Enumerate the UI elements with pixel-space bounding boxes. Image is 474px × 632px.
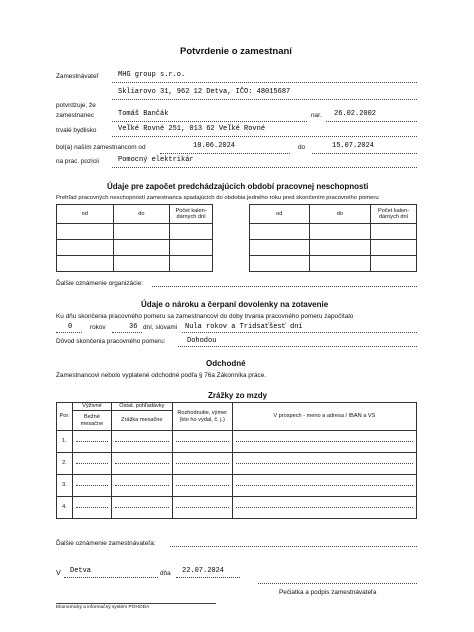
col-days: Počet kalen-dárnych dní xyxy=(170,205,213,224)
deductions-table xyxy=(56,402,417,519)
vacation-days: 36 xyxy=(129,323,138,331)
col-rozhodnutie: Rozhodnutie, výmer (kto ho vydal, č. j.) xyxy=(172,403,232,431)
footer-divider xyxy=(56,603,216,604)
table-row xyxy=(57,475,417,497)
employee-name: Tomáš Bančák xyxy=(118,110,169,118)
col-por: Por. xyxy=(57,403,73,431)
days-label: dní, slovami xyxy=(143,324,178,331)
employee-name-line xyxy=(112,121,307,122)
employer-address: Skliarovo 31, 962 12 Detva, IČO: 48015687 xyxy=(118,88,291,96)
row-number: 2. xyxy=(57,453,73,475)
col-zrazka: Zrážka mesačne xyxy=(111,411,172,431)
employer-name-line xyxy=(112,82,417,83)
date-value: 22.07.2024 xyxy=(182,567,225,575)
employed-from: 10.06.2024 xyxy=(193,142,236,150)
page-title: Potvrdenie o zamestnaní xyxy=(180,46,292,57)
residence-line xyxy=(112,136,417,137)
row-number: 4. xyxy=(57,497,73,519)
employer-notice-line[interactable] xyxy=(170,546,417,547)
col-bezne: Bežné mesačne xyxy=(72,411,111,431)
born-label: nar. xyxy=(311,112,322,119)
employed-label: bol(a) naším zamestnancom od xyxy=(56,144,146,151)
confirms-label: potvrdzuje, že xyxy=(56,102,96,109)
employed-to: 15.07.2024 xyxy=(332,142,375,150)
table-row xyxy=(250,240,417,256)
table-row xyxy=(57,497,417,519)
col-vyzivne: Výživné xyxy=(72,403,111,411)
col-prospech: V prospech - meno a adresa / IBAN a VS xyxy=(232,403,416,431)
table-row xyxy=(57,256,213,272)
place-value: Detva xyxy=(70,567,92,575)
employee-label: zamestnanec xyxy=(56,112,95,119)
employer-label: Zamestnávateľ xyxy=(56,73,99,80)
deductions-heading: Zrážky zo mzdy xyxy=(208,391,268,400)
years-label: rokov xyxy=(90,324,106,331)
employed-from-line xyxy=(160,153,290,154)
table-row xyxy=(57,240,213,256)
severance-heading: Odchodné xyxy=(206,359,246,368)
row-number: 3. xyxy=(57,475,73,497)
table-row xyxy=(250,256,417,272)
vacation-text: Ku dňu skončenia pracovného pomeru sa zamestnancovi do doby trvania pracovného pomeru započítalo xyxy=(56,313,354,320)
signature-label: Pečiatka a podpis zamestnávateľa xyxy=(279,589,377,596)
col-do: do xyxy=(113,205,170,224)
reason-value: Dohodou xyxy=(187,337,217,345)
table-row xyxy=(57,224,213,240)
reason-line xyxy=(178,346,417,347)
position-label: na prac. pozícii xyxy=(56,158,99,165)
col-days: Počet kalen-dárnych dní xyxy=(371,205,417,224)
vacation-days-line xyxy=(112,332,142,333)
to-label: do xyxy=(298,144,306,151)
col-do: do xyxy=(309,205,371,224)
employer-notice-label: Ďalšie oznámenie zamestnávateľa: xyxy=(56,540,156,547)
table-row xyxy=(250,224,417,240)
vacation-years-line xyxy=(56,332,82,333)
incapacity-table-left xyxy=(56,204,213,272)
date-line xyxy=(176,577,240,578)
row-number: 1. xyxy=(57,431,73,453)
date-label: dňa xyxy=(160,570,171,577)
system-label: Ekonomický a informačný systém POHODA xyxy=(56,605,150,610)
born-line xyxy=(326,121,417,122)
col-ostat: Ostat. pohľadávky xyxy=(111,403,172,411)
place-label: V xyxy=(56,570,61,577)
employed-to-line xyxy=(312,153,417,154)
position-line xyxy=(112,167,417,168)
col-od: od xyxy=(57,205,114,224)
severance-text: Zamestnancovi nebolo vyplatené odchodné podľa § 76a Zákonníka práce. xyxy=(56,372,267,379)
born-date: 26.02.2002 xyxy=(334,110,377,118)
org-notice-line[interactable] xyxy=(152,286,417,287)
incapacity-table-right xyxy=(249,204,417,272)
position-value: Pomocný elektrikár xyxy=(118,156,194,164)
vacation-words-line xyxy=(182,332,417,333)
incapacity-subheading: Prehľad pracovných neschopností zamestnanca spadajúcich do obdobia jedného roku pred skončením pracovného pomeru xyxy=(56,195,379,201)
employer-name: MHG group s.r.o. xyxy=(118,71,186,79)
col-od: od xyxy=(250,205,310,224)
org-notice-label: Ďalšie oznámenie organizácie: xyxy=(56,280,144,287)
table-row xyxy=(57,431,417,453)
table-row xyxy=(57,453,417,475)
vacation-words: Nula rokov a Tridsaťšesť dní xyxy=(185,323,303,331)
incapacity-heading: Údaje pre započet predchádzajúcich období pracovnej neschopnosti xyxy=(107,182,369,191)
signature-line[interactable] xyxy=(258,583,417,584)
residence-value: Veľké Rovné 251, 013 62 Veľké Rovné xyxy=(118,125,266,133)
vacation-heading: Údaje o nároku a čerpaní dovolenky na zotavenie xyxy=(141,300,329,309)
residence-label: trvalé bydlisko xyxy=(56,127,97,134)
reason-label: Dôvod skončenia pracovného pomeru: xyxy=(56,338,166,345)
place-line xyxy=(64,577,158,578)
vacation-years: 0 xyxy=(68,323,73,331)
employer-address-line xyxy=(112,99,417,100)
